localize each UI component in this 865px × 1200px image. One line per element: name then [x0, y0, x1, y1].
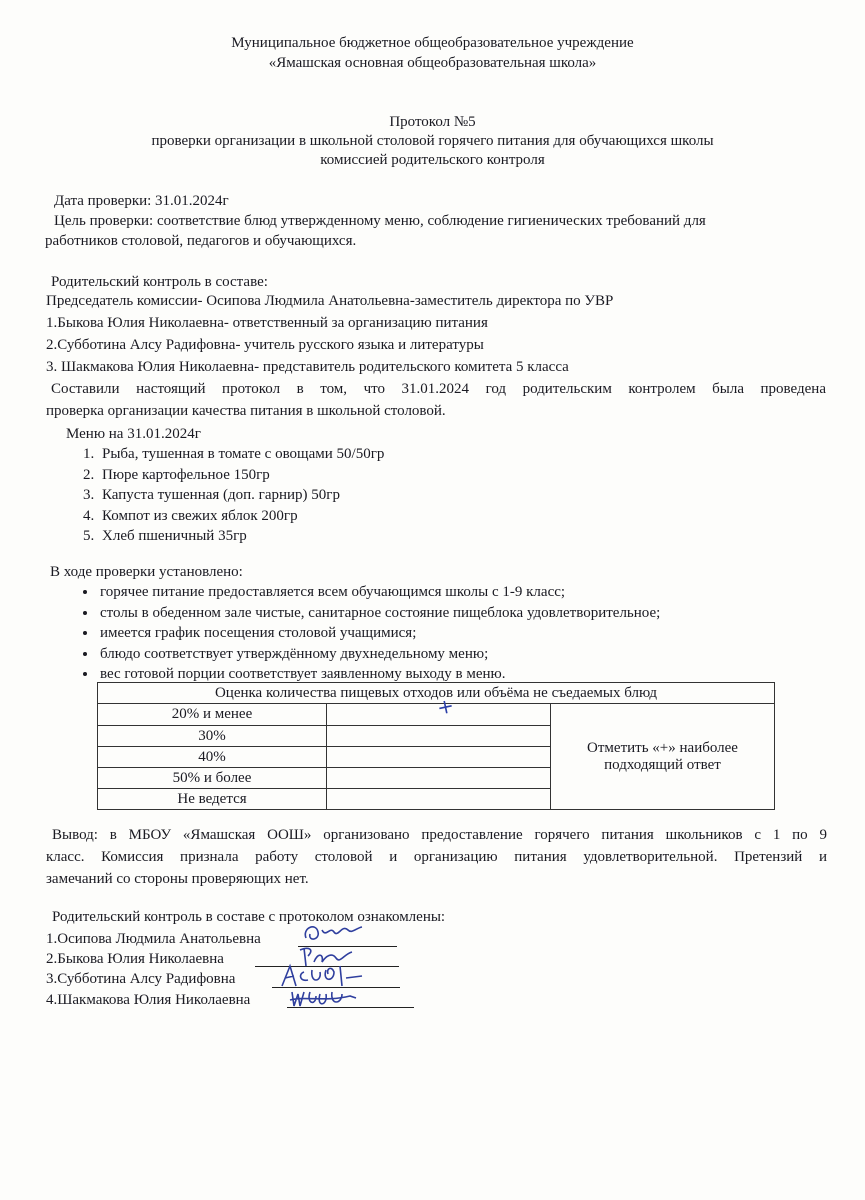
findings-list	[72, 582, 660, 685]
commission-member-1: 1.Быкова Юлия Николаевна- ответственный за организацию питания	[46, 315, 488, 331]
protocol-subtitle-1: проверки организации в школьной столовой горячего питания для обучающихся школы	[151, 133, 714, 149]
statement-line-1: Составили настоящий протокол в том, что 31.01.2024 год родительским контролем была проведена	[51, 381, 826, 397]
commission-member-2: 2.Субботина Алсу Радифовна- учитель русского языка и литературы	[46, 337, 484, 353]
option-label: 30%	[98, 726, 327, 747]
finding-item: • блюдо соответствует утверждённому двухнедельному меню;	[98, 644, 660, 665]
menu-list	[70, 444, 384, 547]
signer-4: 4.Шакмакова Юлия Николаевна	[46, 992, 251, 1008]
finding-item: • горячее питание предоставляется всем обучающимся школы с 1-9 класс;	[98, 582, 660, 603]
menu-item: 1. Рыба, тушенная в томате с овощами 50/50гр	[98, 444, 384, 465]
option-label: 40%	[98, 747, 327, 768]
menu-heading: Меню на 31.01.2024г	[66, 426, 201, 442]
menu-item: 5. Хлеб пшеничный 35гр	[98, 526, 384, 547]
institution-line-2: «Ямашская основная общеобразовательная школа»	[268, 55, 597, 71]
option-mark-cell	[327, 789, 551, 810]
menu-item: 2. Пюре картофельное 150гр	[98, 465, 384, 486]
institution-line-1: Муниципальное бюджетное общеобразовательное учреждение	[231, 35, 634, 51]
protocol-subtitle-2: комиссией родительского контроля	[320, 152, 545, 168]
findings-heading: В ходе проверки установлено:	[50, 564, 243, 580]
commission-member-3: 3. Шакмакова Юлия Николаевна- представитель родительского комитета 5 класса	[46, 359, 569, 375]
option-label: Не ведется	[98, 789, 327, 810]
table-header: Оценка количества пищевых отходов или объёма не съедаемых блюд	[98, 683, 775, 704]
goal-line-1: Цель проверки: соответствие блюд утвержденному меню, соблюдение гигиенических требований для	[54, 213, 706, 229]
statement-line-2: проверка организации качества питания в школьной столовой.	[46, 403, 446, 419]
commission-heading: Родительский контроль в составе:	[51, 274, 268, 290]
waste-assessment-table	[97, 682, 775, 810]
signer-3: 3.Субботина Алсу Радифовна	[46, 971, 236, 987]
plus-mark: +	[434, 692, 457, 720]
conclusion-line-3: замечаний со стороны проверяющих нет.	[46, 871, 309, 887]
menu-item: 4. Компот из свежих яблок 200гр	[98, 506, 384, 527]
instruction-cell: Отметить «+» наиболее подходящий ответ	[551, 704, 775, 810]
finding-item: • имеется график посещения столовой учащимися;	[98, 623, 660, 644]
acknowledgement-heading: Родительский контроль в составе с протоколом ознакомлены:	[52, 909, 446, 925]
option-mark-cell	[327, 747, 551, 768]
signature-shakmakova	[286, 982, 366, 1014]
option-mark-cell	[327, 768, 551, 789]
conclusion-line-2: класс. Комиссия признала работу столовой и организацию питания удовлетворительной. Претензий и	[46, 849, 827, 865]
goal-line-2: работников столовой, педагогов и обучающихся.	[45, 233, 357, 249]
finding-item: • столы в обеденном зале чистые, санитарное состояние пищеблока удовлетворительное;	[98, 603, 660, 624]
signer-1: 1.Осипова Людмила Анатольевна	[46, 931, 261, 947]
table-row	[98, 704, 775, 726]
option-label: 20% и менее	[98, 704, 327, 726]
finding-item: • вес готовой порции соответствует заявленному выходу в меню.	[98, 664, 660, 685]
conclusion-line-1: Вывод: в МБОУ «Ямашская ООШ» организовано предоставление горячего питания школьников с 1 по 9	[52, 827, 827, 843]
option-label: 50% и более	[98, 768, 327, 789]
option-mark-cell	[327, 726, 551, 747]
check-date: Дата проверки: 31.01.2024г	[54, 193, 229, 209]
option-mark-cell	[327, 692, 551, 726]
menu-item: 3. Капуста тушенная (доп. гарнир) 50гр	[98, 485, 384, 506]
protocol-title: Протокол №5	[389, 114, 476, 130]
signer-2: 2.Быкова Юлия Николаевна	[46, 951, 224, 967]
commission-chair: Председатель комиссии- Осипова Людмила Анатольевна-заместитель директора по УВР	[46, 293, 614, 309]
